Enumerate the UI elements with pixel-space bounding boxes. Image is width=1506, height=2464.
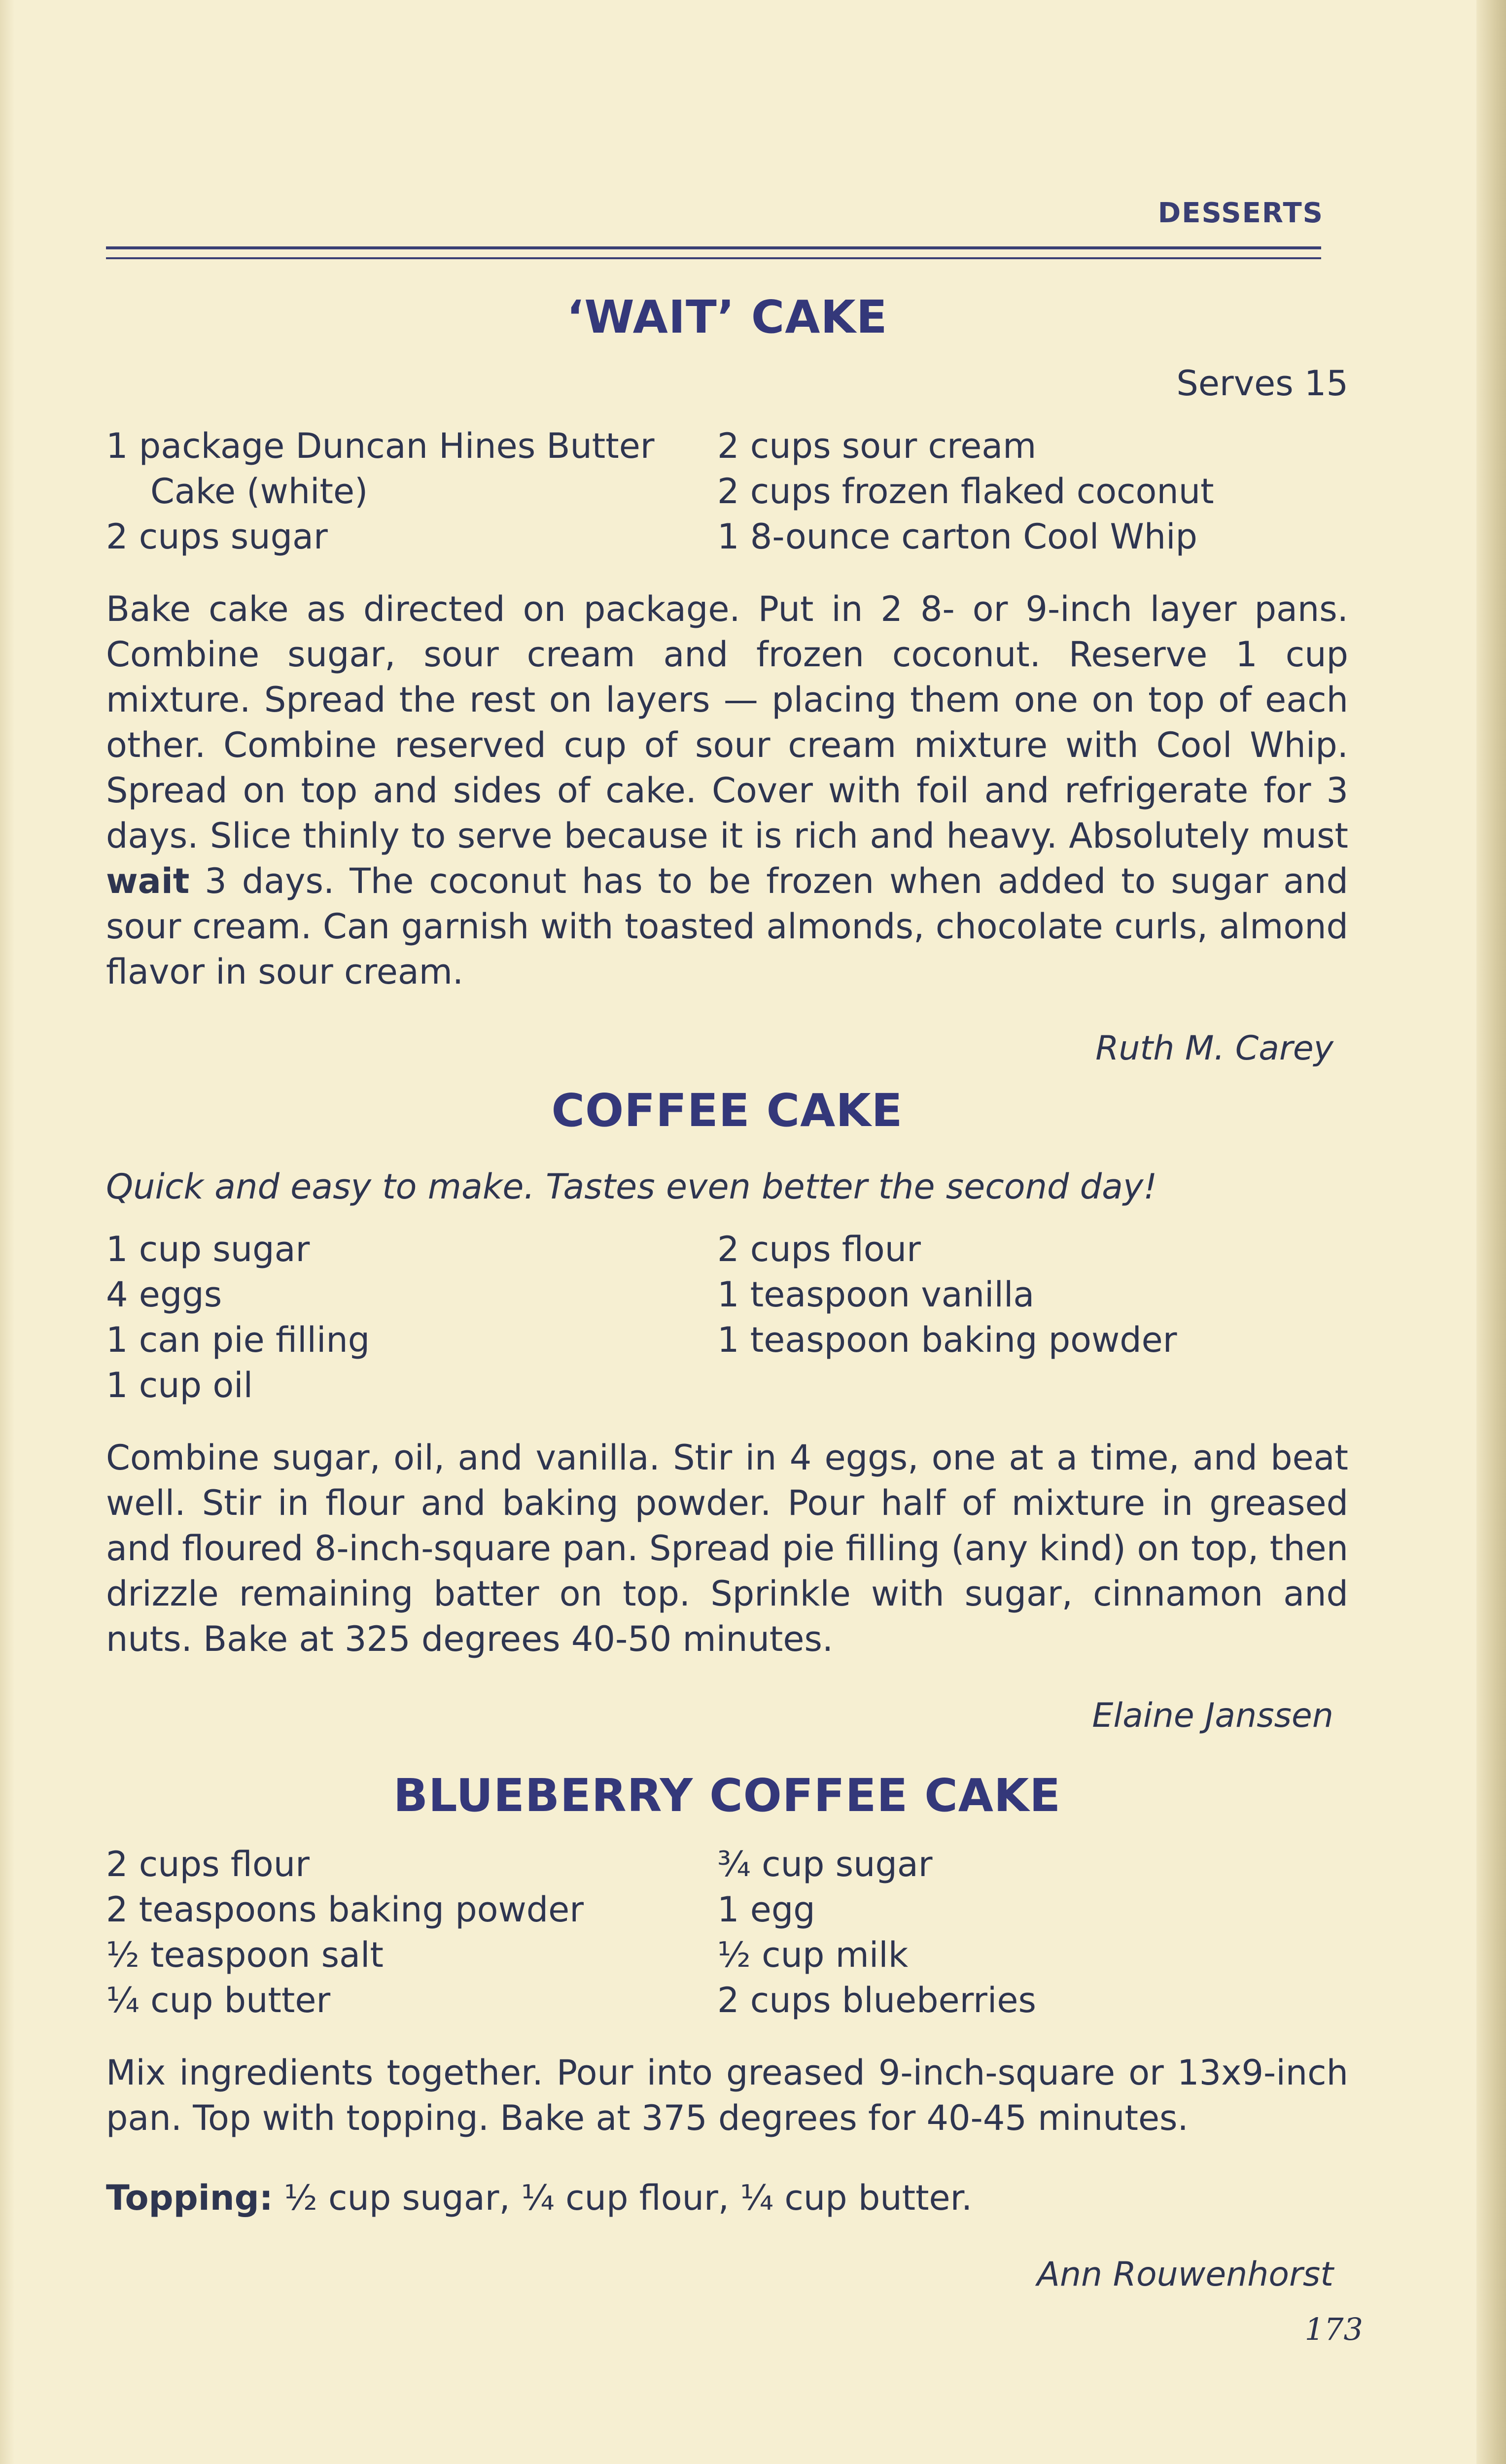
ingredient-item: ¼ cup butter <box>106 1980 331 2020</box>
recipe-topping <box>106 2175 1348 2221</box>
ingredient-column-left <box>106 423 717 559</box>
recipe-method <box>106 586 1348 994</box>
ingredient-column-left <box>106 1842 717 2023</box>
method-emphasis: wait <box>106 861 190 901</box>
ingredient-list <box>106 1227 1348 1408</box>
recipe-title: BLUEBERRY COFFEE CAKE <box>393 1769 1061 1822</box>
ingredient-item: 2 cups blueberries <box>717 1980 1036 2020</box>
recipe-author: Elaine Janssen <box>1092 1696 1333 1735</box>
ingredient-item: 2 teaspoons baking powder <box>106 1889 584 1930</box>
ingredient-list <box>106 1842 1348 2023</box>
recipe-method: Combine sugar, oil, and vanilla. Stir in 4 eggs, one at a time, and beat well. Stir in flour and baking powder. Pour half of mixture in greased and floured 8-inch-square pan. Spread pie filling (any kind) on top, then drizzle remaining batter on top. Sprinkle with sugar, cinnamon and nuts. Bake at 325 degrees 40-50 minutes. <box>106 1437 1348 1659</box>
ingredient-item: 1 cup oil <box>106 1365 253 1405</box>
topping-text: ½ cup sugar, ¼ cup flour, ¼ cup butter. <box>283 2178 973 2218</box>
recipe-blueberry-coffee-cake <box>106 1769 1348 2294</box>
header-rule <box>106 246 1321 249</box>
topping-label: Topping: <box>106 2178 273 2218</box>
ingredient-item: 4 eggs <box>106 1274 222 1315</box>
ingredient-item: ½ teaspoon salt <box>106 1935 384 1975</box>
recipe-tagline: Quick and easy to make. Tastes even better the second day! <box>106 1166 1157 1207</box>
ingredient-item: 2 cups frozen flaked coconut <box>717 471 1214 512</box>
method-text: 3 days. The coconut has to be frozen when added to sugar and sour cream. Can garnish with toasted almonds, chocolate curls, almond flavor in sour cream. <box>106 861 1348 992</box>
ingredient-column-right <box>717 423 1309 559</box>
ingredient-item: 2 cups flour <box>106 1844 310 1884</box>
page-gutter-shadow <box>0 0 15 2464</box>
recipe-title: COFFEE CAKE <box>551 1084 903 1137</box>
recipe-author: Ann Rouwenhorst <box>1037 2255 1333 2294</box>
method-text: Bake cake as directed on package. Put in 2 8- or 9-inch layer pans. Combine sugar, sour cream and frozen coconut. Reserve 1 cup mixture. Spread the rest on layers — placing them one on top of each other. Combine reserved cup of sour cream mixture with Cool Whip. Spread on top and sides of cake. Cover with foil and refrigerate for 3 days. Slice thinly to serve because it is rich and heavy. Absolutely must <box>106 589 1348 856</box>
ingredient-item: 1 egg <box>717 1889 815 1930</box>
ingredient-item: 2 cups sour cream <box>717 426 1037 466</box>
ingredient-item: 1 teaspoon vanilla <box>717 1274 1035 1315</box>
ingredient-item: ¾ cup sugar <box>717 1844 933 1884</box>
ingredient-item: 1 package Duncan Hines Butter <box>106 426 655 466</box>
ingredient-item: 1 8-ounce carton Cool Whip <box>717 516 1197 557</box>
ingredient-item: ½ cup milk <box>717 1935 909 1975</box>
ingredient-column-right <box>717 1227 1309 1408</box>
ingredient-item: 1 teaspoon baking powder <box>717 1320 1177 1360</box>
recipe-serves: Serves 15 <box>1176 363 1348 404</box>
ingredient-column-right <box>717 1842 1309 2023</box>
ingredient-item: 2 cups flour <box>717 1229 921 1269</box>
recipe-title: ‘WAIT’ CAKE <box>566 291 888 343</box>
ingredient-column-left <box>106 1227 717 1408</box>
section-header: DESSERTS <box>1157 197 1324 229</box>
page-number: 173 <box>1304 2311 1363 2347</box>
recipe-wait-cake <box>106 291 1348 1068</box>
header-rule-thin <box>106 257 1321 259</box>
ingredient-item: Cake (white) <box>150 471 368 512</box>
ingredient-item: 1 cup sugar <box>106 1229 310 1269</box>
recipe-coffee-cake <box>106 1084 1348 1735</box>
ingredient-item: 2 cups sugar <box>106 516 328 557</box>
ingredient-item: 1 can pie filling <box>106 1320 370 1360</box>
recipe-method: Mix ingredients together. Pour into greased 9-inch-square or 13x9-inch pan. Top with topping. Bake at 375 degrees for 40-45 minutes. <box>106 2053 1348 2138</box>
recipe-author: Ruth M. Carey <box>1095 1029 1333 1068</box>
page-edge <box>1476 0 1506 2464</box>
ingredient-list <box>106 423 1348 559</box>
